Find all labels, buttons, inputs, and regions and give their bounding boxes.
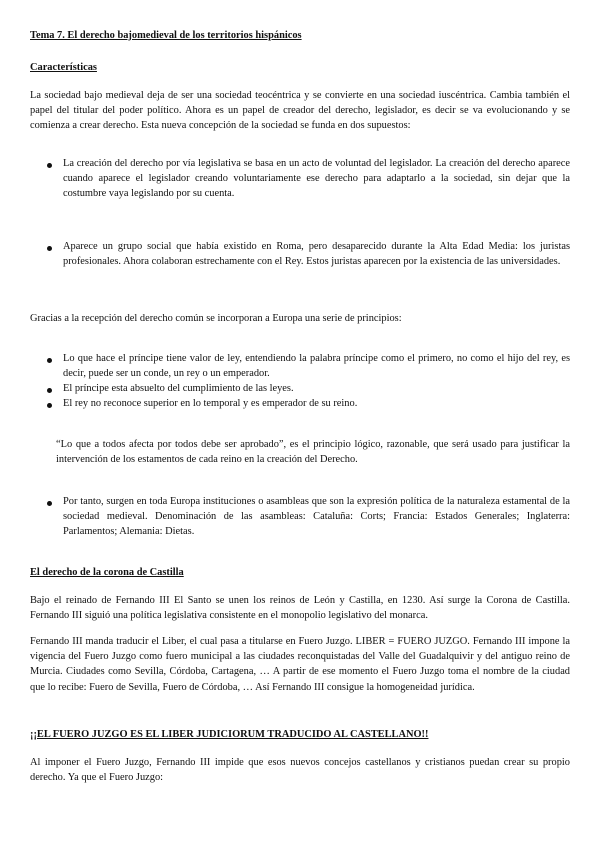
section-heading-castilla: El derecho de la corona de Castilla <box>30 567 184 578</box>
castilla-paragraph-2: Fernando III manda traducir el Liber, el cual pasa a titularse en Fuero Juzgo. LIBER = FUERO JUZGO. Fernando III impone la vigencia del Fuero Juzgo como fuero municipal a las ciudades reconquistadas del Valle del Guadalquivir y del antiguo reino de Murcia. Ciudades como Sevilla, Córdoba, Cartagena, … A partir de ese momento el Fuero Juzgo toma el nombre de la ciudad que lo recibe: Fuero de Sevilla, Fuero de Córdoba, … Así Fernando III consigue la homogeneidad jurídica. <box>30 636 570 693</box>
castilla-paragraph-3: Al imponer el Fuero Juzgo, Fernando III impide que esos nuevos concejos castellanos y cristianos puedan crear su propio derecho. Ya que el Fuero Juzgo: <box>30 757 570 784</box>
quote-paragraph: “Lo que a todos afecta por todos debe ser aprobado”, es el principio lógico, razonable, que será usado para justificar la intervención de los estamentos de cada reino en la creación del Derecho. <box>56 439 570 466</box>
list-item: La creación del derecho por vía legislativa se basa en un acto de voluntad del legislador. La creación del derecho aparece cuando aparece el legislador creando voluntariamente ese derecho para adaptarlo a la sociedad, sin dejar que la costumbre vaya legislando por su cuenta. <box>63 158 570 200</box>
bullet-marker <box>47 246 52 251</box>
bullet-marker <box>47 403 52 408</box>
bullet-marker <box>47 501 52 506</box>
highlight-statement: ¡¡EL FUERO JUZGO ES EL LIBER JUDICIORUM TRADUCIDO AL CASTELLANO!! <box>30 729 429 740</box>
bullet-marker <box>47 163 52 168</box>
intro-paragraph: La sociedad bajo medieval deja de ser una sociedad teocéntrica y se convierte en una sociedad iuscéntrica. Cambia también el papel del titular del poder político. Ahora es un papel de creador del derecho, legislador, es decir se va evolucionando y se comienza a crear derecho. Esta nueva concepción de la sociedad se funda en dos supuestos: <box>30 90 570 132</box>
section-heading-caracteristicas: Características <box>30 62 97 73</box>
bullet-marker <box>47 358 52 363</box>
reception-paragraph: Gracias a la recepción del derecho común se incorporan a Europa una serie de principios: <box>30 313 402 324</box>
document-title: Tema 7. El derecho bajomedieval de los territorios hispánicos <box>30 30 302 41</box>
list-item: Aparece un grupo social que había existido en Roma, pero desaparecido durante la Alta Edad Media: los juristas profesionales. Ahora colaboran estrechamente con el Rey. Estos juristas aparecen por la existencia de las universidades. <box>63 241 570 268</box>
list-item: El príncipe esta absuelto del cumplimiento de las leyes. <box>63 383 294 394</box>
castilla-paragraph-1: Bajo el reinado de Fernando III El Santo se unen los reinos de León y Castilla, en 1230. Así surge la Corona de Castilla. Fernando III siguió una política legislativa consistente en el monopolio legislativo del monarca. <box>30 595 570 622</box>
list-item: Lo que hace el príncipe tiene valor de ley, entendiendo la palabra príncipe como el primero, no como el hijo del rey, es decir, puede ser un conde, un rey o un emperador. <box>63 353 570 380</box>
bullet-marker <box>47 388 52 393</box>
list-item: El rey no reconoce superior en lo temporal y es emperador de su reino. <box>63 398 358 409</box>
list-item: Por tanto, surgen en toda Europa instituciones o asambleas que son la expresión política de la naturaleza estamental de la sociedad medieval. Denominación de las asambleas: Cataluña: Corts; Francia: Estados Generales; Inglaterra: Parlamentos; Alemania: Dietas. <box>63 496 570 538</box>
